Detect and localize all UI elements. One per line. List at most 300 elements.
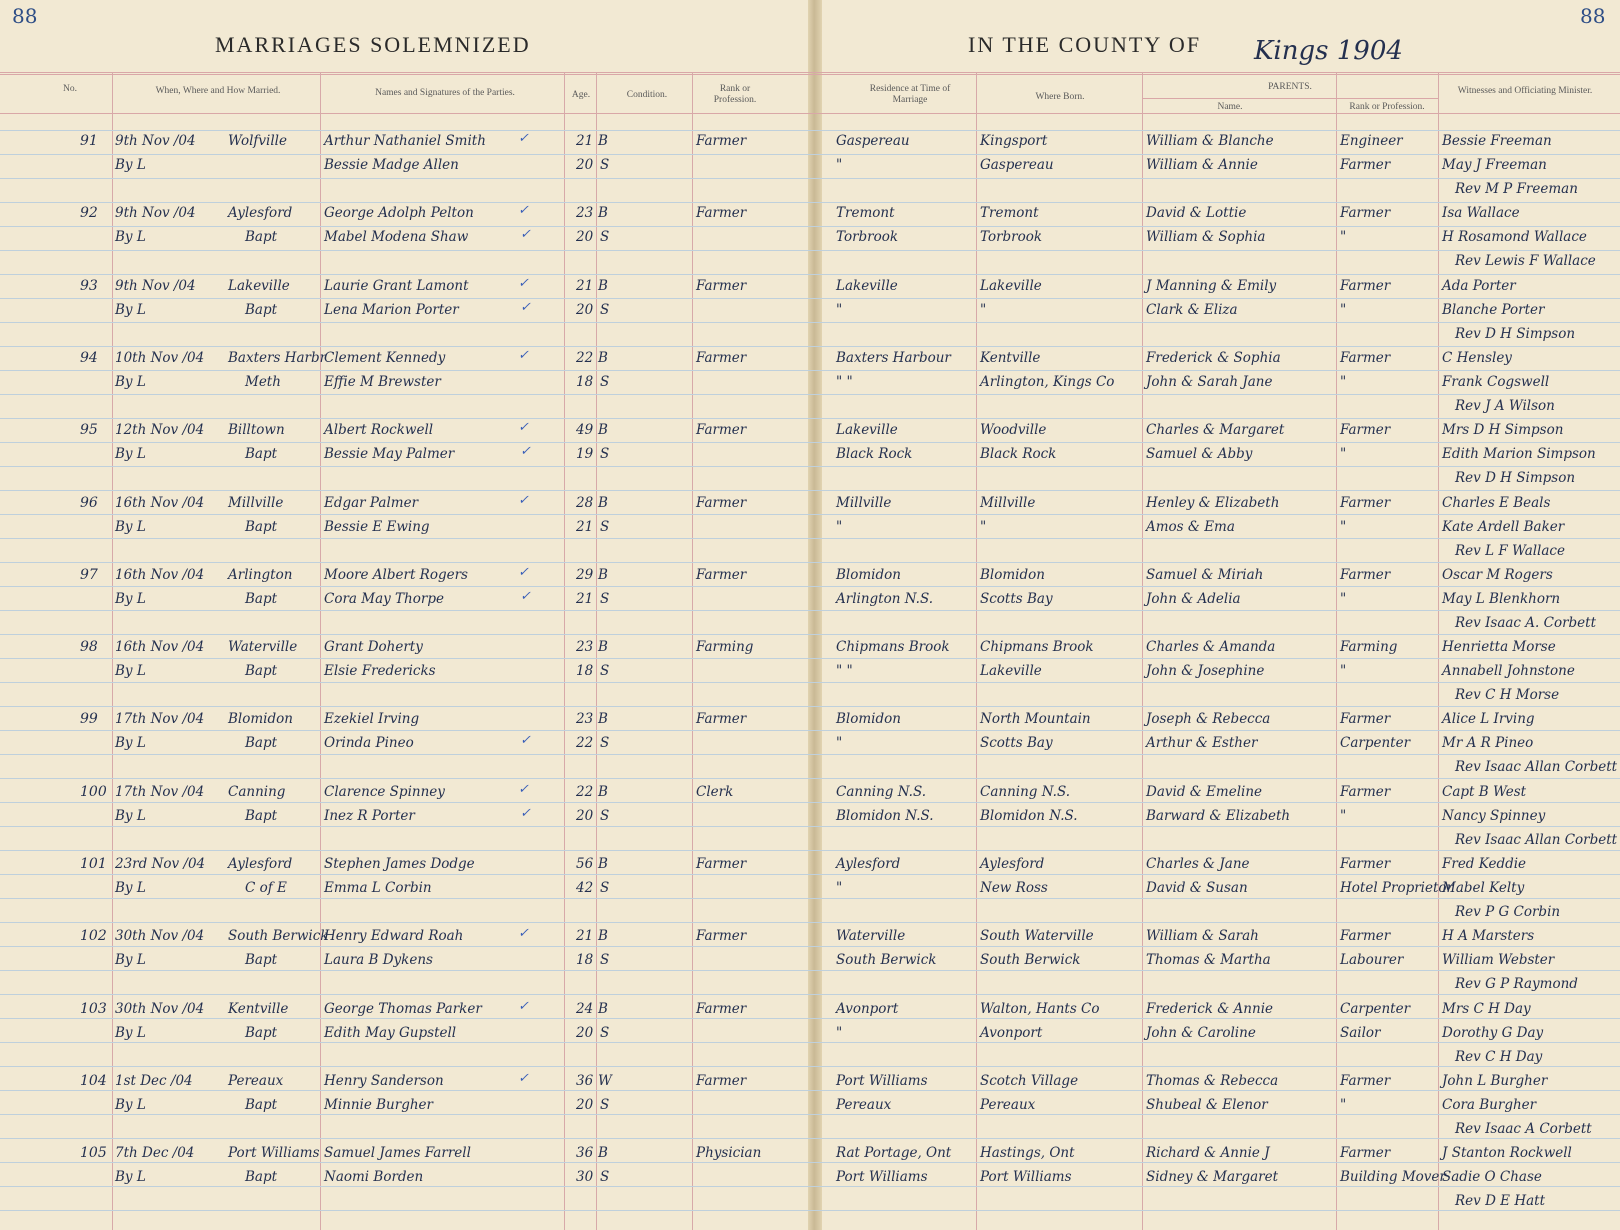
groom-condition: B — [598, 133, 608, 149]
marriage-place: Wolfville — [228, 133, 287, 149]
marriage-date: 7th Dec /04 — [115, 1145, 195, 1162]
groom-parents-profession: Farmer — [1340, 928, 1391, 945]
groom-check-mark: ✓ — [518, 492, 529, 508]
bride-name: Elsie Fredericks — [324, 663, 436, 680]
bride-parents-profession: " — [1340, 373, 1347, 390]
bride-name: Bessie Madge Allen — [324, 157, 459, 173]
header-rule-top — [0, 72, 1620, 73]
bride-check-mark: ✓ — [520, 733, 531, 749]
denomination: Bapt — [245, 735, 278, 752]
entry-number: 92 — [80, 205, 98, 222]
bride-parents-profession: " — [1340, 229, 1347, 246]
groom-birthplace: Millville — [980, 494, 1036, 511]
ruled-line — [0, 538, 1620, 539]
bride-condition: S — [600, 1169, 610, 1186]
bride-birthplace: New Ross — [980, 880, 1048, 896]
entry-number: 97 — [80, 566, 98, 583]
marriage-place: Lakeville — [228, 277, 290, 294]
groom-check-mark: ✓ — [518, 564, 529, 580]
marriage-date: 16th Nov /04 — [115, 566, 205, 583]
ruled-line — [0, 394, 1620, 395]
bride-condition: S — [600, 952, 610, 969]
entry-number: 101 — [80, 856, 107, 872]
bride-parents-profession: Farmer — [1340, 157, 1391, 173]
bride-condition: S — [600, 663, 610, 680]
denomination: Bapt — [245, 1169, 278, 1186]
groom-age: 23 — [576, 205, 594, 222]
groom-parents-profession: Farmer — [1340, 566, 1391, 583]
marriage-date: 10th Nov /04 — [115, 349, 205, 366]
bride-age: 30 — [576, 1169, 594, 1186]
witness-2: Sadie O Chase — [1442, 1169, 1542, 1186]
bride-residence: Arlington N.S. — [836, 590, 934, 607]
entry-number: 105 — [80, 1145, 107, 1162]
bride-parents-profession: Labourer — [1340, 952, 1404, 969]
bride-residence: Blomidon N.S. — [836, 807, 934, 824]
bride-name: Bessie May Palmer — [324, 446, 455, 463]
bride-name: Laura B Dykens — [324, 952, 433, 969]
groom-condition: B — [598, 349, 608, 366]
denomination: Bapt — [245, 590, 278, 607]
groom-parents: William & Blanche — [1146, 133, 1274, 149]
bride-age: 20 — [576, 157, 594, 173]
witness-2: Dorothy G Day — [1442, 1024, 1544, 1041]
bride-residence: " " — [836, 373, 853, 390]
marriage-method: By L — [115, 1024, 146, 1041]
entry-number: 104 — [80, 1072, 107, 1089]
groom-profession: Clerk — [696, 783, 734, 800]
witness-1: Isa Wallace — [1442, 205, 1520, 222]
groom-profession: Farmer — [696, 277, 747, 294]
ruled-line — [0, 202, 1620, 203]
groom-birthplace: Kingsport — [980, 133, 1048, 149]
ruled-line — [0, 226, 1620, 227]
witness-1: Mrs C H Day — [1442, 1000, 1531, 1017]
bride-birthplace: Pereaux — [980, 1096, 1036, 1113]
header-residence: Residence at Time of Marriage — [869, 84, 951, 105]
officiating-minister: Rev D H Simpson — [1455, 325, 1576, 342]
witness-1: Ada Porter — [1442, 277, 1516, 294]
groom-condition: B — [598, 783, 608, 800]
witness-2: Blanche Porter — [1442, 301, 1545, 318]
header-parents-rank: Rank or Profession. — [1349, 102, 1425, 112]
bride-name: Effie M Brewster — [324, 373, 441, 390]
ruled-line — [0, 322, 1620, 323]
groom-birthplace: Chipmans Brook — [980, 639, 1094, 656]
bride-age: 20 — [576, 301, 594, 318]
ruled-line — [0, 1018, 1620, 1019]
ruled-line — [0, 514, 1620, 515]
bride-condition: S — [600, 880, 610, 896]
county-handwritten: Kings 1904 — [1254, 36, 1403, 66]
ruled-line — [0, 802, 1620, 803]
groom-age: 24 — [576, 1000, 594, 1017]
ruled-line — [0, 922, 1620, 923]
marriage-method: By L — [115, 229, 146, 246]
denomination: Bapt — [245, 663, 278, 680]
groom-parents: Thomas & Rebecca — [1146, 1072, 1279, 1089]
officiating-minister: Rev P G Corbin — [1455, 904, 1561, 920]
bride-parents: Thomas & Martha — [1146, 952, 1271, 969]
witness-2: Annabell Johnstone — [1442, 663, 1575, 680]
bride-condition: S — [600, 735, 610, 752]
header-when: When, Where and How Married. — [155, 86, 281, 96]
groom-name: Stephen James Dodge — [324, 856, 475, 872]
col-rule — [976, 72, 977, 1230]
marriage-method: By L — [115, 952, 146, 969]
groom-name: Laurie Grant Lamont — [324, 277, 469, 294]
groom-age: 56 — [576, 856, 594, 872]
bride-residence: South Berwick — [836, 952, 937, 969]
groom-condition: B — [598, 639, 608, 656]
marriage-method: By L — [115, 590, 146, 607]
bride-residence: " — [836, 880, 843, 896]
officiating-minister: Rev Isaac A Corbett — [1455, 1120, 1592, 1137]
bride-parents: Sidney & Margaret — [1146, 1169, 1279, 1186]
bride-age: 22 — [576, 735, 594, 752]
denomination: Meth — [245, 373, 281, 390]
col-rule — [564, 72, 565, 1230]
title-right: IN THE COUNTY OF — [968, 32, 1202, 57]
witness-2: Mabel Kelty — [1442, 880, 1525, 896]
bride-age: 19 — [576, 446, 594, 463]
bride-parents: David & Susan — [1146, 880, 1248, 896]
bride-parents: Arthur & Esther — [1146, 735, 1258, 752]
officiating-minister: Rev Isaac Allan Corbett — [1455, 831, 1618, 848]
groom-name: George Thomas Parker — [324, 1000, 482, 1017]
groom-parents-profession: Farmer — [1340, 1072, 1391, 1089]
groom-parents-profession: Engineer — [1340, 133, 1403, 149]
bride-parents-profession: Building Mover — [1340, 1169, 1446, 1186]
denomination: Bapt — [245, 446, 278, 463]
bride-birthplace: Torbrook — [980, 229, 1043, 246]
marriage-place: Aylesford — [228, 205, 293, 222]
groom-name: Henry Edward Roah — [324, 928, 464, 945]
marriage-method: By L — [115, 373, 146, 390]
witness-1: John L Burgher — [1442, 1072, 1548, 1089]
ruled-line — [0, 1210, 1620, 1211]
ruled-line — [0, 1090, 1620, 1091]
bride-parents-profession: Carpenter — [1340, 735, 1411, 752]
col-rule — [320, 72, 321, 1230]
bride-age: 42 — [576, 880, 594, 896]
bride-residence: " — [836, 1024, 843, 1041]
groom-condition: B — [598, 205, 608, 222]
page-number-left: 88 — [12, 4, 38, 28]
witness-1: Charles E Beals — [1442, 494, 1551, 511]
marriage-place: Billtown — [228, 422, 285, 439]
marriage-method: By L — [115, 880, 146, 896]
ruled-line — [0, 1186, 1620, 1187]
ruled-line — [0, 1114, 1620, 1115]
groom-profession: Farmer — [696, 711, 747, 728]
groom-age: 23 — [576, 711, 594, 728]
bride-parents: William & Sophia — [1146, 229, 1266, 246]
bride-birthplace: Black Rock — [980, 446, 1057, 463]
witness-2: May L Blenkhorn — [1442, 590, 1561, 607]
marriage-date: 23rd Nov /04 — [115, 856, 206, 872]
header-condition: Condition. — [626, 90, 668, 100]
groom-residence: Lakeville — [836, 422, 898, 439]
ruled-line — [0, 130, 1620, 131]
ruled-line — [0, 442, 1620, 443]
groom-check-mark: ✓ — [518, 420, 529, 436]
groom-condition: B — [598, 856, 608, 872]
groom-check-mark: ✓ — [518, 203, 529, 219]
bride-parents: John & Josephine — [1146, 663, 1265, 680]
bride-name: Mabel Modena Shaw — [324, 229, 469, 246]
header-rule-top-2 — [0, 74, 1620, 75]
officiating-minister: Rev Lewis F Wallace — [1455, 253, 1596, 270]
marriage-date: 9th Nov /04 — [115, 277, 196, 294]
groom-birthplace: Blomidon — [980, 566, 1045, 583]
bride-check-mark: ✓ — [520, 299, 531, 315]
marriage-date: 17th Nov /04 — [115, 711, 205, 728]
bride-check-mark: ✓ — [520, 588, 531, 604]
groom-profession: Farmer — [696, 1072, 747, 1089]
marriage-method: By L — [115, 735, 146, 752]
bride-condition: S — [600, 301, 610, 318]
bride-name: Cora May Thorpe — [324, 590, 444, 607]
groom-age: 36 — [576, 1145, 594, 1162]
bride-parents: Barward & Elizabeth — [1146, 807, 1291, 824]
bride-parents: Clark & Eliza — [1146, 301, 1238, 318]
ruled-line — [0, 706, 1620, 707]
denomination: C of E — [245, 880, 287, 896]
bride-residence: " — [836, 518, 843, 535]
marriage-date: 16th Nov /04 — [115, 494, 205, 511]
marriage-method: By L — [115, 157, 146, 173]
witness-2: Edith Marion Simpson — [1442, 446, 1596, 463]
groom-birthplace: Canning N.S. — [980, 783, 1071, 800]
bride-parents: Samuel & Abby — [1146, 446, 1253, 463]
ruled-line — [0, 682, 1620, 683]
groom-age: 22 — [576, 349, 594, 366]
groom-name: Moore Albert Rogers — [324, 566, 468, 583]
groom-name: Clement Kennedy — [324, 349, 446, 366]
marriage-date: 9th Nov /04 — [115, 205, 196, 222]
header-no: No. — [63, 84, 77, 94]
marriage-place: Port Williams — [228, 1145, 320, 1162]
witness-1: Mrs D H Simpson — [1442, 422, 1564, 439]
ruled-line — [0, 1066, 1620, 1067]
denomination: Bapt — [245, 807, 278, 824]
bride-age: 20 — [576, 1096, 594, 1113]
header-age: Age. — [571, 90, 591, 100]
groom-age: 22 — [576, 783, 594, 800]
bride-condition: S — [600, 373, 610, 390]
marriage-method: By L — [115, 446, 146, 463]
marriage-method: By L — [115, 663, 146, 680]
groom-parents: David & Lottie — [1146, 205, 1247, 222]
bride-condition: S — [600, 518, 610, 535]
marriage-date: 9th Nov /04 — [115, 133, 196, 149]
ruled-line — [0, 1162, 1620, 1163]
bride-residence: " " — [836, 663, 853, 680]
groom-profession: Farmer — [696, 205, 747, 222]
groom-condition: B — [598, 928, 608, 945]
groom-parents: Frederick & Sophia — [1146, 349, 1281, 366]
ruled-line — [0, 178, 1620, 179]
witness-2: May J Freeman — [1442, 157, 1547, 173]
marriage-date: 16th Nov /04 — [115, 639, 205, 656]
ruled-line — [0, 826, 1620, 827]
groom-residence: Blomidon — [836, 711, 901, 728]
groom-name: Grant Doherty — [324, 639, 423, 656]
groom-check-mark: ✓ — [518, 1070, 529, 1086]
groom-residence: Avonport — [836, 1000, 899, 1017]
groom-check-mark: ✓ — [518, 347, 529, 363]
bride-parents-profession: " — [1340, 518, 1347, 535]
groom-parents: William & Sarah — [1146, 928, 1259, 945]
groom-age: 21 — [576, 928, 594, 945]
marriage-date: 30th Nov /04 — [115, 928, 205, 945]
bride-birthplace: Lakeville — [980, 663, 1042, 680]
ruled-line — [0, 778, 1620, 779]
marriage-place: Aylesford — [228, 856, 293, 872]
bride-residence: Torbrook — [836, 229, 899, 246]
groom-profession: Farmer — [696, 349, 747, 366]
groom-profession: Farmer — [696, 566, 747, 583]
groom-age: 29 — [576, 566, 594, 583]
groom-parents: J Manning & Emily — [1146, 277, 1277, 294]
marriage-place: Blomidon — [228, 711, 293, 728]
witness-1: Fred Keddie — [1442, 856, 1527, 872]
bride-residence: " — [836, 157, 843, 173]
groom-profession: Farmer — [696, 928, 747, 945]
bride-parents-profession: " — [1340, 807, 1347, 824]
header-parents: PARENTS. — [1268, 82, 1312, 92]
bride-residence: Pereaux — [836, 1096, 892, 1113]
groom-parents-profession: Farmer — [1340, 856, 1391, 872]
bride-age: 20 — [576, 229, 594, 246]
marriage-place: Pereaux — [228, 1072, 284, 1089]
marriage-method: By L — [115, 301, 146, 318]
bride-check-mark: ✓ — [520, 227, 531, 243]
groom-age: 21 — [576, 133, 594, 149]
officiating-minister: Rev C H Morse — [1455, 687, 1560, 704]
bride-age: 20 — [576, 1024, 594, 1041]
bride-age: 18 — [576, 663, 594, 680]
ruled-line — [0, 418, 1620, 419]
ruled-line — [0, 730, 1620, 731]
witness-2: William Webster — [1442, 952, 1555, 969]
ruled-line — [0, 274, 1620, 275]
groom-condition: B — [598, 494, 608, 511]
groom-parents-profession: Farmer — [1340, 783, 1391, 800]
groom-parents-profession: Farmer — [1340, 422, 1391, 439]
header-born: Where Born. — [1035, 92, 1085, 102]
groom-residence: Chipmans Brook — [836, 639, 950, 656]
groom-parents-profession: Carpenter — [1340, 1000, 1411, 1017]
bride-age: 20 — [576, 807, 594, 824]
bride-name: Edith May Gupstell — [324, 1024, 457, 1041]
marriage-place: South Berwick — [228, 928, 329, 945]
bride-condition: S — [600, 807, 610, 824]
marriage-date: 12th Nov /04 — [115, 422, 205, 439]
officiating-minister: Rev L F Wallace — [1455, 542, 1565, 559]
denomination: Bapt — [245, 952, 278, 969]
groom-residence: Millville — [836, 494, 892, 511]
groom-age: 28 — [576, 494, 594, 511]
groom-condition: B — [598, 422, 608, 439]
groom-residence: Port Williams — [836, 1072, 928, 1089]
groom-parents-profession: Farmer — [1340, 205, 1391, 222]
header-rule-bottom — [0, 113, 1620, 114]
ruled-line — [0, 562, 1620, 563]
bride-age: 18 — [576, 952, 594, 969]
groom-residence: Baxters Harbour — [836, 349, 951, 366]
ruled-line — [0, 946, 1620, 947]
groom-birthplace: Kentville — [980, 349, 1041, 366]
groom-name: Ezekiel Irving — [324, 711, 420, 728]
ruled-line — [0, 994, 1620, 995]
marriage-method: By L — [115, 807, 146, 824]
groom-check-mark: ✓ — [518, 998, 529, 1014]
groom-parents-profession: Farmer — [1340, 1145, 1391, 1162]
groom-birthplace: Hastings, Ont — [980, 1145, 1075, 1162]
witness-1: Henrietta Morse — [1442, 639, 1556, 656]
denomination: Bapt — [245, 301, 278, 318]
witness-1: Alice L Irving — [1442, 711, 1535, 728]
groom-name: Clarence Spinney — [324, 783, 445, 800]
groom-condition: B — [598, 1145, 608, 1162]
witness-1: H A Marsters — [1442, 928, 1535, 945]
groom-check-mark: ✓ — [518, 926, 529, 942]
col-rule — [1336, 72, 1337, 1230]
groom-profession: Farmer — [696, 494, 747, 511]
bride-check-mark: ✓ — [520, 805, 531, 821]
ruled-line — [0, 850, 1620, 851]
groom-name: Arthur Nathaniel Smith — [324, 133, 486, 149]
bride-condition: S — [600, 229, 610, 246]
bride-name: Orinda Pineo — [324, 735, 414, 752]
ruled-line — [0, 634, 1620, 635]
bride-parents: John & Caroline — [1146, 1024, 1256, 1041]
entry-number: 98 — [80, 639, 98, 656]
witness-2: Cora Burgher — [1442, 1096, 1537, 1113]
groom-residence: Rat Portage, Ont — [836, 1145, 952, 1162]
officiating-minister: Rev Isaac A. Corbett — [1455, 614, 1597, 631]
witness-2: Kate Ardell Baker — [1442, 518, 1565, 535]
bride-parents-profession: Sailor — [1340, 1024, 1381, 1041]
header-rank: Rank or Profession. — [713, 84, 757, 105]
bride-birthplace: Arlington, Kings Co — [980, 373, 1115, 390]
officiating-minister: Rev D H Simpson — [1455, 470, 1576, 487]
groom-parents-profession: Farmer — [1340, 711, 1391, 728]
witness-1: Bessie Freeman — [1442, 133, 1552, 149]
groom-birthplace: Tremont — [980, 205, 1039, 222]
groom-condition: B — [598, 711, 608, 728]
bride-parents: John & Adelia — [1146, 590, 1241, 607]
denomination: Bapt — [245, 518, 278, 535]
bride-birthplace: Scotts Bay — [980, 590, 1053, 607]
witness-1: J Stanton Rockwell — [1442, 1145, 1572, 1162]
ruled-line — [0, 346, 1620, 347]
bride-age: 18 — [576, 373, 594, 390]
bride-parents-profession: " — [1340, 663, 1347, 680]
entry-number: 94 — [80, 349, 98, 366]
marriage-place: Baxters Harbr — [228, 349, 327, 366]
col-rule — [1142, 72, 1143, 1230]
groom-birthplace: South Waterville — [980, 928, 1094, 945]
groom-parents: Samuel & Miriah — [1146, 566, 1264, 583]
bride-name: Minnie Burgher — [324, 1096, 433, 1113]
marriage-place: Millville — [228, 494, 284, 511]
groom-name: Albert Rockwell — [324, 422, 434, 439]
groom-birthplace: Lakeville — [980, 277, 1042, 294]
col-rule — [692, 72, 693, 1230]
